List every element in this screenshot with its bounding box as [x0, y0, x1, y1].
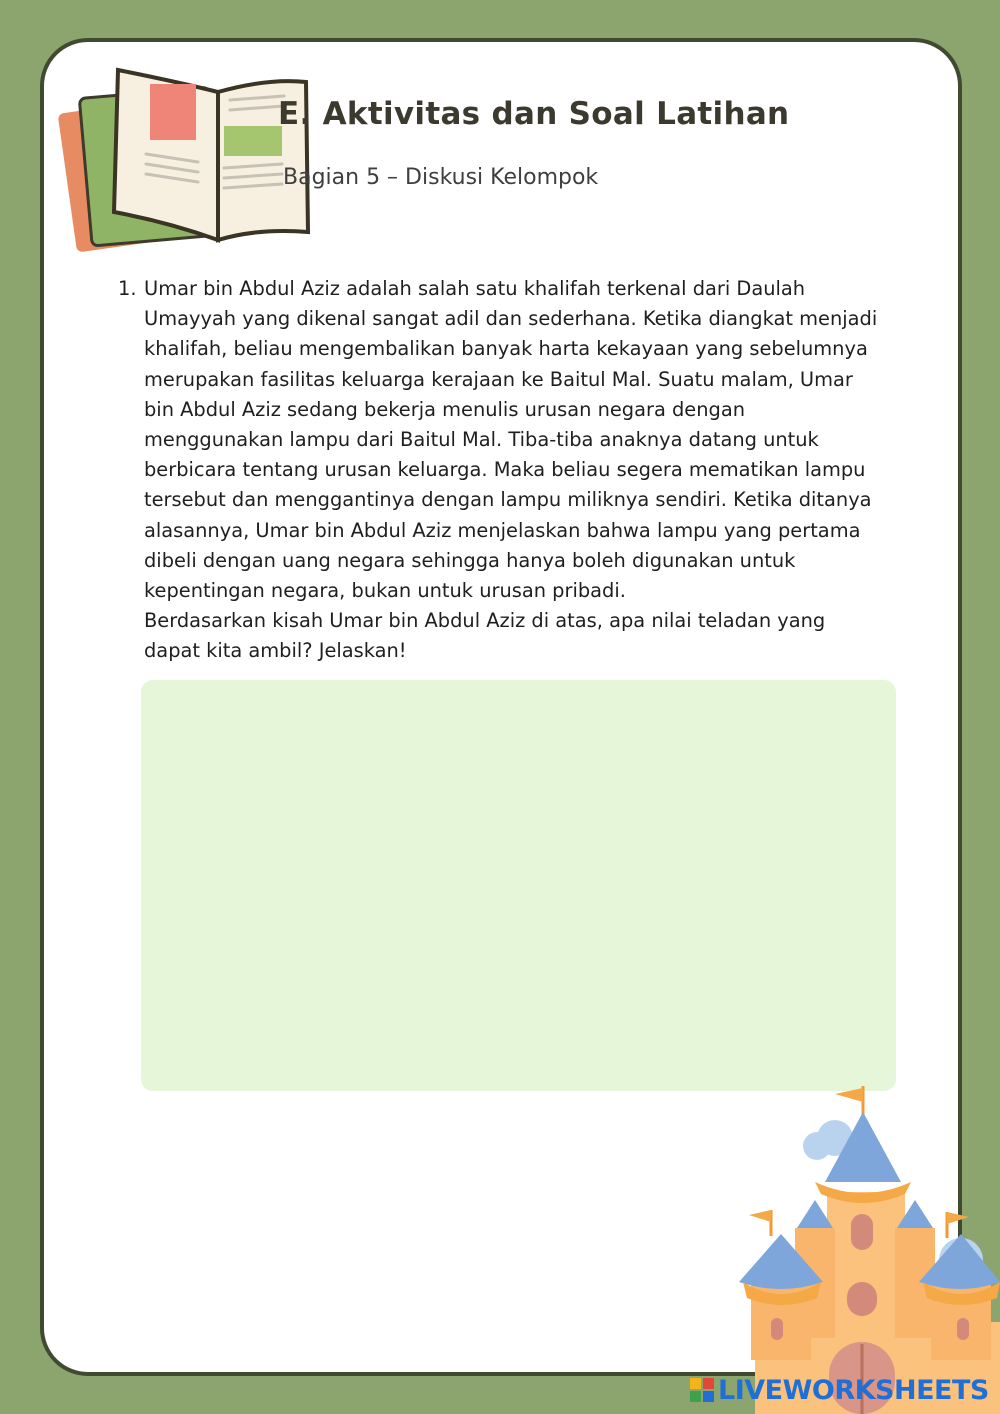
liveworksheets-watermark	[690, 1372, 989, 1408]
question-item	[118, 274, 908, 667]
section-subtitle: Bagian 5 – Diskusi Kelompok	[283, 165, 599, 190]
page-title: E. Aktivitas dan Soal Latihan	[278, 96, 790, 132]
question-number: 1.	[118, 277, 137, 300]
liveworksheets-logo-icon	[690, 1378, 714, 1402]
castle-illustration	[735, 1082, 1000, 1414]
question-text: Umar bin Abdul Aziz adalah salah satu khalifah terkenal dari Daulah Umayyah yang dikenal sangat adil dan sederhana. Ketika diangkat menjadi khalifah, beliau mengembalikan banyak harta kekayaan yang sebelumnya merupakan fasilitas keluarga kerajaan ke Baitul Mal. Suatu malam, Umar bin Abdul Aziz sedang bekerja menulis urusan negara dengan menggunakan lampu dari Baitul Mal. Tiba-tiba anaknya datang untuk berbicara tentang urusan keluarga. Maka beliau segera mematikan lampu tersebut dan menggantinya dengan lampu miliknya sendiri. Ketika ditanya alasannya, Umar bin Abdul Aziz menjelaskan bahwa lampu yang pertama dibeli dengan uang negara sehingga hanya boleh digunakan untuk kepentingan negara, bukan untuk urusan pribadi. Berdasarkan kisah Umar bin Abdul Aziz di atas, apa nilai teladan yang dapat kita ambil? Jelaskan!	[144, 277, 878, 663]
book-illustration	[58, 62, 316, 258]
watermark-text: LIVEWORKSHEETS	[718, 1374, 989, 1406]
answer-textarea[interactable]	[141, 680, 896, 1091]
